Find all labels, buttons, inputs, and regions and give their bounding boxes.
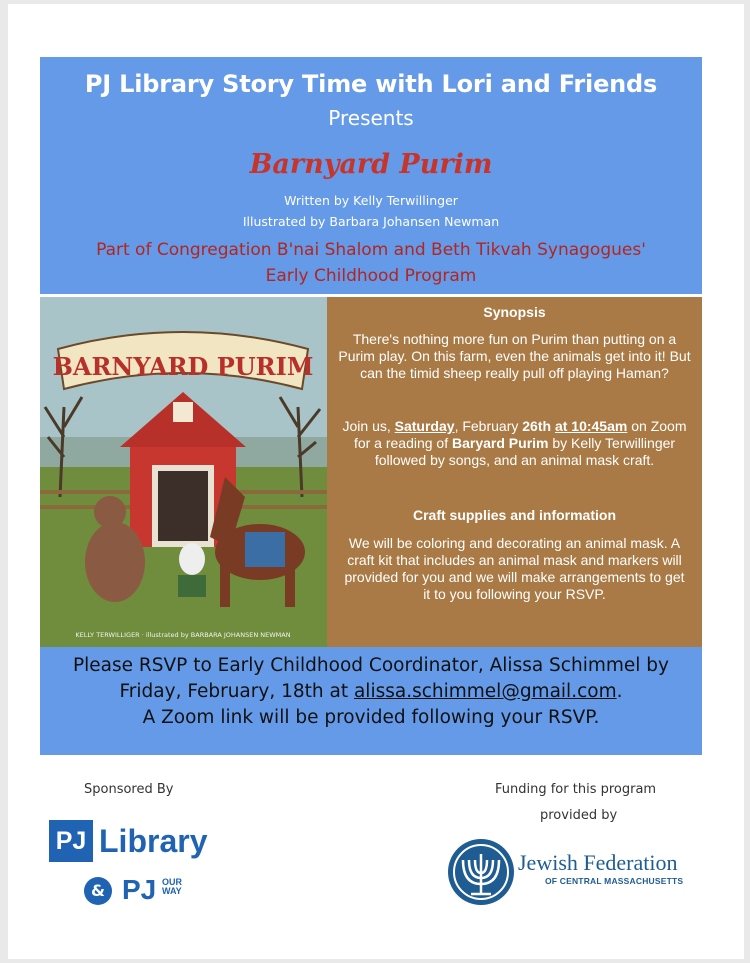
craft-text: We will be coloring and decorating an animal mask. A craft kit that includes an animal mask and markers will provided for you and we will make arrangements to get it to you following your RSVP. [344,535,685,602]
funding-label-1: Funding for this program [495,782,657,797]
pj-our-way-pj: PJ [122,874,157,905]
rsvp-deadline: Friday, February, 18th at [119,681,349,702]
event-details [337,418,692,469]
program-line-2: Early Childhood Program [265,266,477,286]
rsvp-panel [40,647,702,755]
event-date: 26th [522,418,552,434]
event-day: Saturday [394,418,455,434]
cover-banner-text: BARNYARD PURIM [52,352,314,381]
join-suffix: by Kelly Terwillinger followed by songs, and an animal mask craft. [374,435,676,468]
our-word: OUR [162,877,182,887]
pj-our-way-text [162,878,182,896]
join-mid: on Zoom for a reading of [353,418,687,451]
join-prefix: Join us, [342,418,391,434]
pj-library-logo [49,820,219,866]
program-line-1: Part of Congregation B'nai Shalom and Beth Tikvah Synagogues' [96,240,646,260]
event-time: at 10:45am [554,418,628,434]
pj-our-way-logo [122,873,192,909]
funding-label-2: provided by [540,808,618,823]
menorah-icon [446,836,516,908]
pj-library-word: Library [99,823,208,859]
jf-name: Jewish Federation [518,850,678,875]
pj-box-icon: PJ [49,820,93,862]
craft-heading: Craft supplies and information [412,507,616,523]
sponsored-by-label: Sponsored By [84,782,174,797]
rsvp-email-link[interactable]: alissa.schimmel@gmail.com [353,681,617,702]
synopsis-text: There's nothing more fun on Purim than putting on a Purim play. On this farm, even the animals get into it! But can the timid sheep really pull off playing Haman? [338,331,691,381]
book-title: Barnyard Purim [249,149,493,180]
rsvp-line-2 [40,679,702,705]
book-cover-image [40,297,327,647]
synopsis-panel [327,297,702,647]
event-month: , February [454,418,519,434]
way-word: WAY [162,886,182,896]
rsvp-period: . [616,681,623,702]
cover-credits: KELLY TERWILLIGER · illustrated by BARBARA JOHANSEN NEWMAN [75,631,291,639]
rsvp-line-3: A Zoom link will be provided following your RSVP. [142,707,600,728]
header-panel [40,57,702,294]
jewish-federation-logo [446,836,706,908]
event-book: Baryard Purim [452,435,549,451]
ampersand-badge: & [84,877,112,905]
synopsis-heading: Synopsis [483,304,546,320]
rsvp-line-1: Please RSVP to Early Childhood Coordinator, Alissa Schimmel by [73,655,669,676]
illustrator-credit: Illustrated by Barbara Johansen Newman [242,214,500,229]
author-credit: Written by Kelly Terwillinger [284,193,458,208]
jf-subtitle: OF CENTRAL MASSACHUSETTS [545,876,684,886]
presents-label: Presents [328,106,414,130]
event-title: PJ Library Story Time with Lori and Friends [84,70,658,98]
